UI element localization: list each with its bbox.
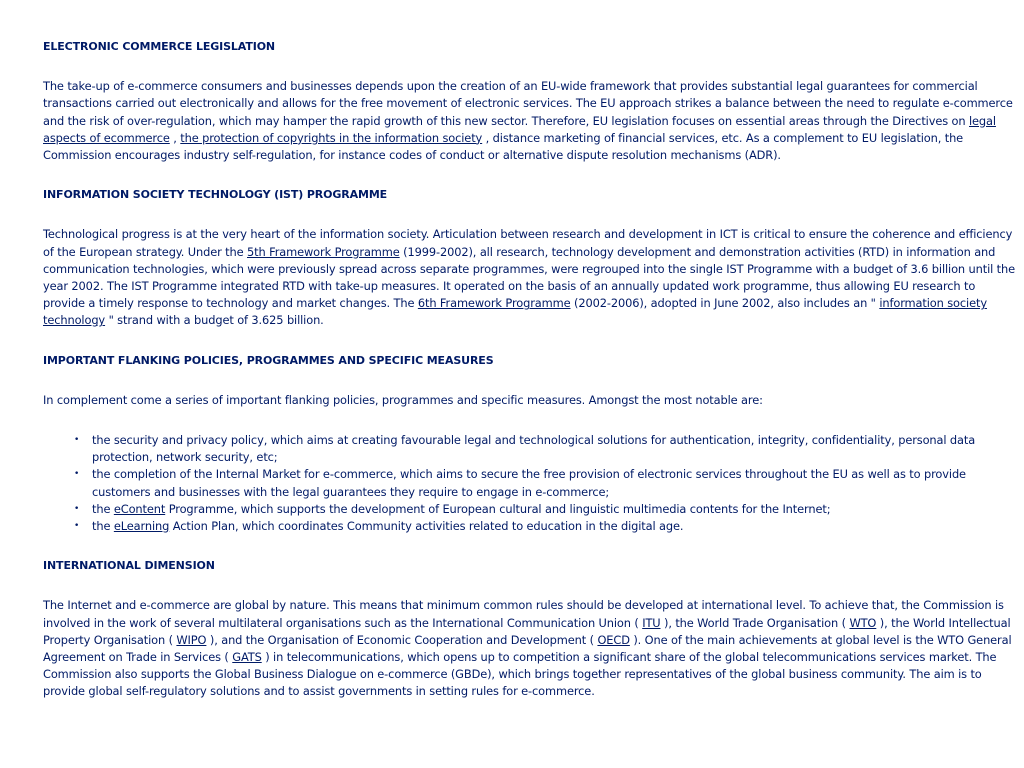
list-item-text: the <box>92 501 114 516</box>
link-information-society-technology[interactable]: information society technology <box>43 296 987 328</box>
text-segment: ), the World Trade Organisation ( <box>660 615 850 630</box>
link-legal-aspects-of-ecommerce[interactable]: legal aspects of ecommerce <box>43 113 996 145</box>
link-oecd[interactable]: OECD <box>597 632 630 647</box>
heading-ist-programme: INFORMATION SOCIETY TECHNOLOGY (IST) PROGRAMME <box>43 188 388 202</box>
list-item-text: the security and privacy policy, which aims at creating favourable legal and technological solutions for authentication, integrity, confidentiality, personal data protection, network security, etc; <box>92 433 976 465</box>
list-item-security-privacy <box>74 432 1018 466</box>
list-item-econtent <box>74 501 1018 518</box>
text-segment: The take-up of e-commerce consumers and businesses depends upon the creation of an EU-wide framework that provides substantial legal guarantees for commercial transactions carried out electronically and allows for the free movement of electronic services. The EU approach strikes a balance between the need to regulate e-commerce and the risk of over-regulation, which may hamper the rapid growth of this new sector. Therefore, EU legislation focuses on essential areas through the Directives on <box>43 79 1013 128</box>
bullet-icon: • <box>74 435 80 446</box>
heading-flanking-policies: IMPORTANT FLANKING POLICIES, PROGRAMMES AND SPECIFIC MEASURES <box>43 353 494 367</box>
document-content <box>43 38 1018 701</box>
list-item-text: Programme, which supports the development of European cultural and linguistic multimedia contents for the Internet; <box>165 501 831 516</box>
paragraph-ecommerce-legislation <box>43 78 1018 164</box>
text-segment: (2002-2006), adopted in June 2002, also includes an " <box>570 296 880 311</box>
link-wipo[interactable]: WIPO <box>176 632 207 647</box>
text-segment: " strand with a budget of 3.625 billion. <box>105 313 324 328</box>
link-protection-of-copyrights[interactable]: the protection of copyrights in the information society <box>180 130 483 145</box>
bullet-icon: • <box>74 521 80 532</box>
list-item-text: the completion of the Internal Market for e-commerce, which aims to secure the free provision of electronic services throughout the EU as well as to provide customers and businesses with the legal guarantees they require to engage in e-commerce; <box>92 467 966 499</box>
text-segment: , <box>169 130 181 145</box>
list-item-text: the <box>92 519 114 534</box>
list-item-elearning <box>74 518 1018 535</box>
link-elearning[interactable]: eLearning <box>113 519 170 534</box>
link-wto[interactable]: WTO <box>849 615 877 630</box>
link-econtent[interactable]: eContent <box>113 501 166 516</box>
text-segment: ) in telecommunications, which opens up to competition a significant share of the global telecommunications services market. The Commission also supports the Global Business Dialogue on e-commerce (GBDe), which brings together representatives of the global business community. The aim is to provide global self-regulatory solutions and to assist governments in setting rules for e-commerce. <box>43 650 997 699</box>
text-segment: (1999-2002), all research, technology development and demonstration activities (RTD) in information and communication technologies, which were previously spread across separate programmes, were regrouped into the single IST Programme with a budget of 3.6 billion until the year 2002. The IST Programme integrated RTD with take-up measures. It operated on the basis of an annually updated work programme, thus allowing EU research to provide a timely response to technology and market changes. The <box>43 244 1015 311</box>
text-segment: ), the World Intellectual Property Organisation ( <box>43 615 1011 647</box>
list-item-internal-market <box>74 466 1018 500</box>
list-item-text: Action Plan, which coordinates Community activities related to education in the digital age. <box>169 519 684 534</box>
text-segment: , distance marketing of financial services, etc. As a complement to EU legislation, the Commission encourages industry self-regulation, for instance codes of conduct or alternative dispute resolution mechanisms (ADR). <box>43 130 964 163</box>
link-6th-framework-programme[interactable]: 6th Framework Programme <box>417 296 571 311</box>
link-itu[interactable]: ITU <box>642 615 661 630</box>
link-gats[interactable]: GATS <box>232 650 262 665</box>
text-segment: ), and the Organisation of Economic Cooperation and Development ( <box>206 632 598 647</box>
paragraph-flanking-intro: In complement come a series of important flanking policies, programmes and specific measures. Amongst the most notable are: <box>43 392 763 407</box>
text-segment: The Internet and e-commerce are global by nature. This means that minimum common rules should be developed at international level. To achieve that, the Commission is involved in the work of several multilateral organisations such as the International Communication Union ( <box>43 598 1004 630</box>
flanking-measures-list <box>43 432 1018 535</box>
link-5th-framework-programme[interactable]: 5th Framework Programme <box>247 244 400 259</box>
paragraph-ist-programme <box>43 226 1018 329</box>
text-segment: Technological progress is at the very heart of the information society. Articulation between research and development in ICT is critical to ensure the coherence and efficiency of the European strategy. Under the <box>43 227 1013 259</box>
bullet-icon: • <box>74 503 80 514</box>
paragraph-international-dimension <box>43 597 1018 700</box>
text-segment: ). One of the main achievements at global level is the WTO General Agreement on Trade in Services ( <box>43 632 1012 665</box>
heading-electronic-commerce-legislation: ELECTRONIC COMMERCE LEGISLATION <box>43 40 276 53</box>
heading-international-dimension: INTERNATIONAL DIMENSION <box>43 559 215 573</box>
bullet-icon: • <box>74 469 80 480</box>
